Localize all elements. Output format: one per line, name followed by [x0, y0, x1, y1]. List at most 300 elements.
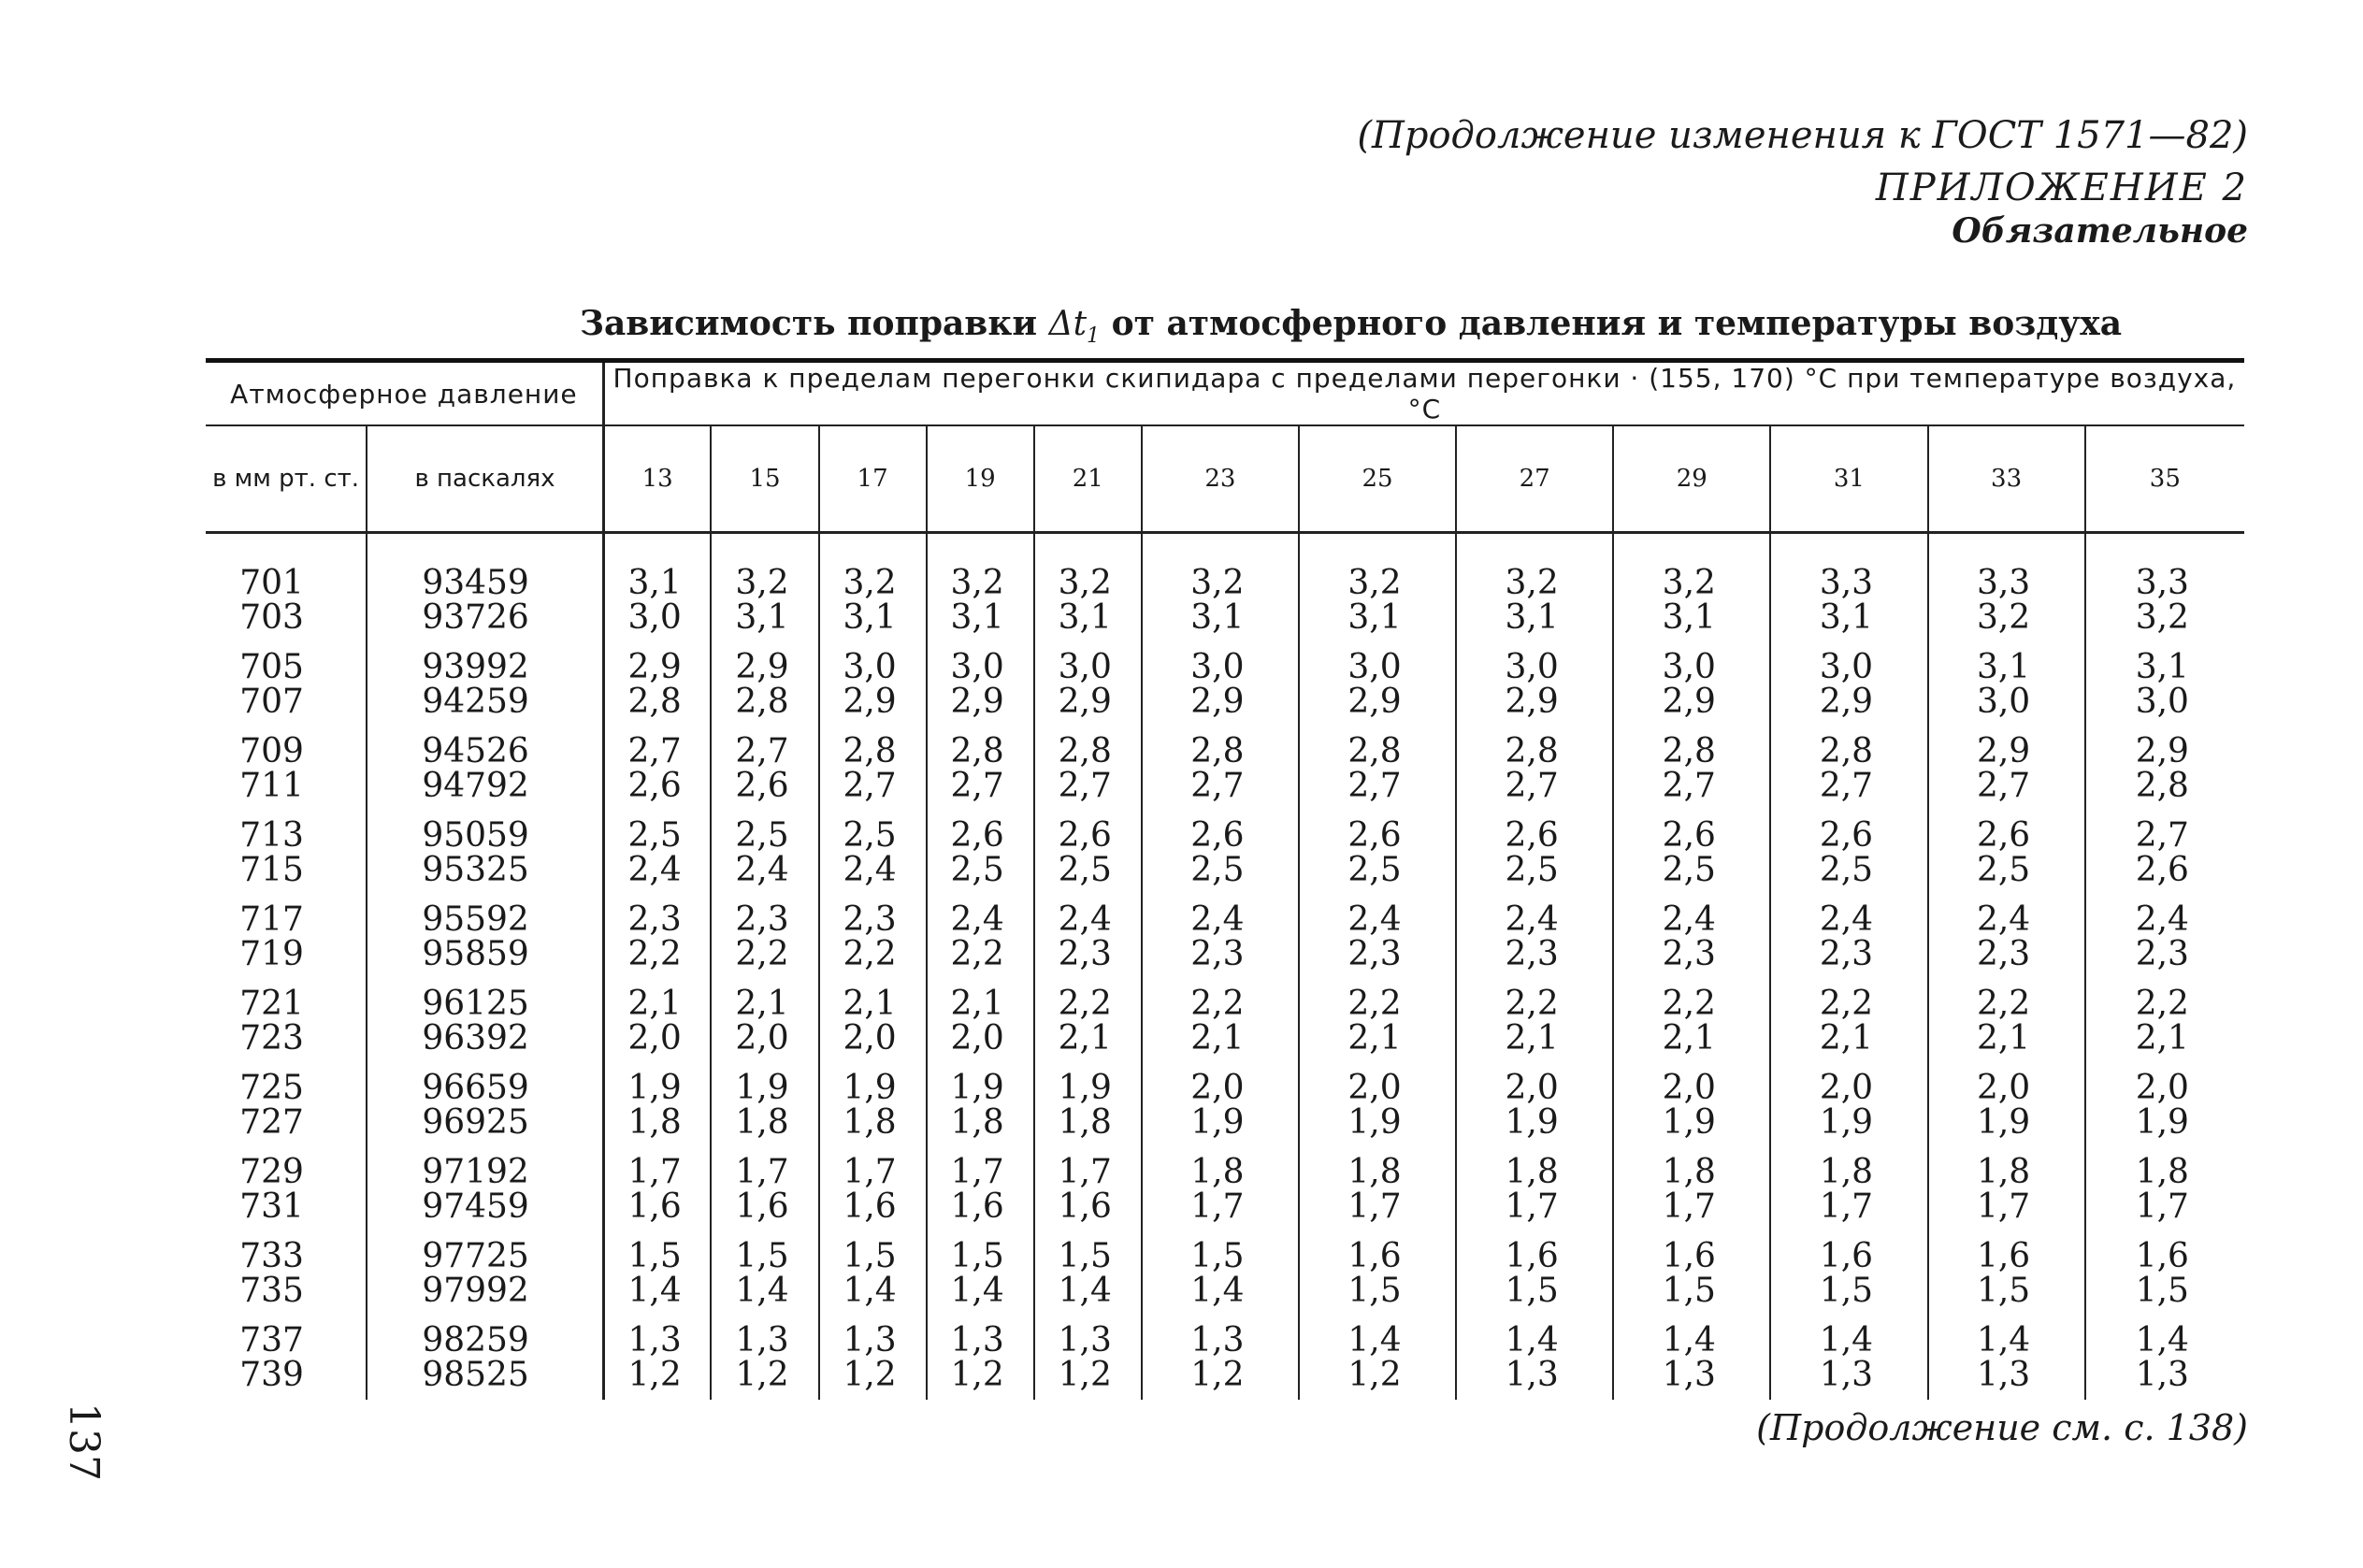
cell-mm-hg	[206, 1231, 367, 1316]
cell-correction-value: 3,0	[1662, 648, 1716, 686]
cell-correction-value: 2,2	[1058, 985, 1112, 1023]
cell-correction	[1928, 533, 2085, 643]
cell-correction	[819, 979, 927, 1063]
cell-correction-value: 2,1	[950, 985, 1004, 1023]
cell-correction-value: 1,6	[1058, 1187, 1112, 1226]
cell-correction-value: 2,5	[1505, 851, 1559, 889]
cell-correction	[927, 811, 1034, 895]
cell-correction-value: 3,0	[843, 648, 897, 686]
cell-correction-value: 1,5	[1058, 1237, 1112, 1275]
cell-mm-hg-value: 739	[239, 1356, 304, 1394]
cell-correction	[1456, 979, 1613, 1063]
cell-correction-value: 1,9	[1662, 1103, 1716, 1142]
cell-correction-value: 2,9	[1058, 683, 1112, 721]
cell-correction-value: 2,3	[2135, 935, 2189, 973]
cell-correction-value: 2,4	[1058, 900, 1112, 939]
table-row	[206, 895, 2244, 979]
cell-correction-value: 2,3	[1190, 935, 1245, 973]
cell-correction-value: 2,1	[1058, 1019, 1112, 1057]
cell-correction-value: 1,7	[1819, 1187, 1874, 1226]
cell-correction	[819, 1316, 927, 1400]
header-mm-hg: в мм рт. ст.	[206, 425, 367, 533]
cell-correction	[819, 1231, 927, 1316]
cell-correction	[1299, 642, 1456, 726]
cell-correction-value: 2,4	[1662, 900, 1716, 939]
cell-pascals-value: 98259	[422, 1321, 529, 1359]
cell-correction-value: 2,1	[1819, 1019, 1874, 1057]
cell-correction-value: 2,2	[1190, 985, 1245, 1023]
cell-correction	[1770, 1231, 1927, 1316]
cell-correction-value: 1,3	[950, 1321, 1004, 1359]
cell-correction-value: 2,9	[735, 648, 789, 686]
cell-mm-hg-value: 733	[239, 1237, 304, 1275]
cell-correction-value: 1,4	[1819, 1321, 1874, 1359]
cell-correction-value: 3,2	[1058, 564, 1112, 602]
cell-correction-value: 2,9	[627, 648, 682, 686]
cell-correction-value: 3,0	[1347, 648, 1402, 686]
cell-correction-value: 2,1	[2135, 1019, 2189, 1057]
cell-correction	[1928, 1231, 2085, 1316]
cell-mm-hg-value: 707	[239, 683, 304, 721]
cell-correction-value: 1,4	[1347, 1321, 1402, 1359]
cell-correction-value: 2,3	[627, 900, 682, 939]
cell-correction	[1613, 1316, 1770, 1400]
cell-correction-value: 2,0	[843, 1019, 897, 1057]
cell-correction-value: 2,4	[627, 851, 682, 889]
cell-correction	[711, 811, 818, 895]
cell-correction	[819, 642, 927, 726]
cell-correction-value: 1,5	[2135, 1272, 2189, 1310]
cell-correction	[1928, 726, 2085, 811]
cell-pascals-value: 94526	[422, 732, 529, 770]
table-row	[206, 979, 2244, 1063]
cell-correction	[1928, 1063, 2085, 1147]
header-correction-group: Поправка к пределам перегонки скипидара с пределами перегонки · (155, 170) °С при температуре воздуха, °С	[603, 361, 2244, 426]
cell-correction-value: 2,3	[735, 900, 789, 939]
cell-correction-value: 1,6	[627, 1187, 682, 1226]
header-pascals: в паскалях	[367, 425, 603, 533]
cell-correction	[1142, 726, 1299, 811]
table-row	[206, 1147, 2244, 1231]
cell-correction-value: 2,6	[1347, 816, 1402, 855]
cell-correction-value: 1,6	[1347, 1237, 1402, 1275]
cell-correction-value: 1,4	[735, 1272, 789, 1310]
cell-correction-value: 1,2	[843, 1356, 897, 1394]
cell-mm-hg	[206, 1063, 367, 1147]
cell-pascals-value: 98525	[422, 1356, 529, 1394]
cell-pascals-value: 97992	[422, 1272, 529, 1310]
cell-correction	[1142, 1316, 1299, 1400]
cell-correction	[1034, 1231, 1142, 1316]
cell-correction-value: 2,6	[735, 767, 789, 805]
cell-correction	[927, 1231, 1034, 1316]
correction-table	[206, 358, 2244, 1400]
cell-pascals	[367, 811, 603, 895]
cell-correction-value: 1,5	[1819, 1272, 1874, 1310]
cell-correction-value: 1,9	[2135, 1103, 2189, 1142]
cell-correction	[2085, 811, 2244, 895]
cell-correction-value: 2,3	[1976, 935, 2031, 973]
cell-correction-value: 2,0	[735, 1019, 789, 1057]
cell-correction-value: 2,6	[1058, 816, 1112, 855]
cell-correction-value: 1,3	[1662, 1356, 1716, 1394]
cell-pascals-value: 94259	[422, 683, 529, 721]
cell-correction-value: 2,1	[735, 985, 789, 1023]
cell-pascals-value: 95859	[422, 935, 529, 973]
cell-correction-value: 2,4	[843, 851, 897, 889]
cell-correction-value: 1,8	[735, 1103, 789, 1142]
cell-correction	[711, 533, 818, 643]
cell-correction-value: 1,8	[1347, 1153, 1402, 1191]
cell-correction-value: 2,2	[950, 935, 1004, 973]
cell-correction-value: 1,6	[1819, 1237, 1874, 1275]
cell-correction	[927, 1316, 1034, 1400]
cell-pascals-value: 97459	[422, 1187, 529, 1226]
cell-correction	[711, 895, 818, 979]
cell-correction-value: 2,8	[1347, 732, 1402, 770]
temperature-header: 19	[927, 425, 1034, 533]
cell-correction-value: 1,3	[735, 1321, 789, 1359]
cell-pascals	[367, 1147, 603, 1231]
cell-mm-hg-value: 729	[239, 1153, 304, 1191]
cell-correction-value: 3,2	[1505, 564, 1559, 602]
cell-correction-value: 2,5	[843, 816, 897, 855]
cell-correction	[1456, 642, 1613, 726]
cell-correction-value: 2,9	[2135, 732, 2189, 770]
cell-correction-value: 1,8	[1190, 1153, 1245, 1191]
cell-correction-value: 2,8	[950, 732, 1004, 770]
cell-pascals-value: 95592	[422, 900, 529, 939]
cell-correction-value: 2,2	[1505, 985, 1559, 1023]
cell-correction	[603, 811, 711, 895]
cell-correction	[711, 1147, 818, 1231]
cell-correction-value: 3,1	[1976, 648, 2031, 686]
cell-correction	[1034, 1147, 1142, 1231]
cell-correction-value: 2,2	[1976, 985, 2031, 1023]
continuation-header: (Продолжение изменения к ГОСТ 1571—82)	[1357, 114, 2248, 157]
table-row	[206, 533, 2244, 643]
cell-correction-value: 3,1	[843, 598, 897, 637]
cell-correction-value: 1,8	[627, 1103, 682, 1142]
cell-correction-value: 3,2	[1976, 598, 2031, 637]
cell-correction	[603, 1147, 711, 1231]
cell-pascals-value: 93992	[422, 648, 529, 686]
cell-correction-value: 2,1	[1190, 1019, 1245, 1057]
cell-correction-value: 2,0	[1819, 1069, 1874, 1107]
cell-correction-value: 3,0	[2135, 683, 2189, 721]
temperature-header: 17	[819, 425, 927, 533]
cell-correction-value: 3,1	[1505, 598, 1559, 637]
cell-correction	[1770, 533, 1927, 643]
cell-mm-hg-value: 737	[239, 1321, 304, 1359]
cell-correction-value: 2,3	[843, 900, 897, 939]
cell-mm-hg	[206, 533, 367, 643]
temperature-header: 31	[1770, 425, 1927, 533]
cell-correction-value: 2,7	[1058, 767, 1112, 805]
cell-correction	[1142, 642, 1299, 726]
temperature-header: 13	[603, 425, 711, 533]
cell-correction	[927, 726, 1034, 811]
cell-correction-value: 1,7	[1976, 1187, 2031, 1226]
cell-correction	[819, 726, 927, 811]
header-pressure-group: Атмосферное давление	[206, 361, 603, 426]
cell-correction-value: 1,9	[735, 1069, 789, 1107]
cell-correction-value: 1,2	[735, 1356, 789, 1394]
cell-correction-value: 2,8	[735, 683, 789, 721]
cell-correction	[1456, 1147, 1613, 1231]
cell-correction	[1928, 811, 2085, 895]
cell-correction-value: 1,7	[1058, 1153, 1112, 1191]
cell-correction-value: 1,2	[1058, 1356, 1112, 1394]
cell-correction-value: 2,7	[1662, 767, 1716, 805]
cell-correction-value: 3,2	[735, 564, 789, 602]
cell-correction-value: 2,7	[843, 767, 897, 805]
cell-correction-value: 2,5	[950, 851, 1004, 889]
cell-correction	[1299, 1147, 1456, 1231]
cell-correction-value: 2,9	[1976, 732, 2031, 770]
cell-correction	[1613, 533, 1770, 643]
cell-correction-value: 1,3	[627, 1321, 682, 1359]
cell-correction-value: 2,0	[1347, 1069, 1402, 1107]
cell-correction-value: 2,2	[843, 935, 897, 973]
cell-correction-value: 2,5	[1347, 851, 1402, 889]
cell-correction-value: 3,3	[1976, 564, 2031, 602]
cell-correction-value: 2,9	[1505, 683, 1559, 721]
cell-correction-value: 1,9	[1190, 1103, 1245, 1142]
appendix-subtitle: Обязательное	[1952, 211, 2248, 251]
cell-correction-value: 2,6	[2135, 851, 2189, 889]
cell-correction-value: 2,4	[2135, 900, 2189, 939]
cell-correction	[1034, 533, 1142, 643]
temperature-header: 23	[1142, 425, 1299, 533]
cell-correction-value: 2,9	[950, 683, 1004, 721]
cell-correction	[2085, 1063, 2244, 1147]
cell-correction-value: 2,2	[2135, 985, 2189, 1023]
table-caption	[580, 304, 2122, 348]
cell-mm-hg-value: 727	[239, 1103, 304, 1142]
cell-correction-value: 1,7	[1347, 1187, 1402, 1226]
cell-correction-value: 1,4	[627, 1272, 682, 1310]
cell-correction	[1034, 1063, 1142, 1147]
cell-correction-value: 2,9	[1190, 683, 1245, 721]
cell-correction-value: 2,2	[1819, 985, 1874, 1023]
cell-correction	[1770, 642, 1927, 726]
cell-correction-value: 1,3	[1190, 1321, 1245, 1359]
cell-correction-value: 2,6	[1976, 816, 2031, 855]
cell-pascals-value: 95325	[422, 851, 529, 889]
cell-correction-value: 1,4	[950, 1272, 1004, 1310]
cell-mm-hg	[206, 642, 367, 726]
cell-correction-value: 2,5	[1819, 851, 1874, 889]
cell-correction	[1770, 1316, 1927, 1400]
cell-correction-value: 2,7	[2135, 816, 2189, 855]
cell-correction-value: 2,9	[1347, 683, 1402, 721]
cell-correction-value: 1,8	[1819, 1153, 1874, 1191]
cell-correction-value: 1,9	[1347, 1103, 1402, 1142]
cell-correction-value: 1,5	[1976, 1272, 2031, 1310]
cell-pascals-value: 96392	[422, 1019, 529, 1057]
cell-correction-value: 1,6	[1662, 1237, 1716, 1275]
cell-correction-value: 2,2	[1662, 985, 1716, 1023]
cell-mm-hg-value: 723	[239, 1019, 304, 1057]
cell-correction-value: 2,8	[1819, 732, 1874, 770]
cell-correction-value: 2,3	[1505, 935, 1559, 973]
cell-correction-value: 1,4	[1190, 1272, 1245, 1310]
cell-correction-value: 2,6	[950, 816, 1004, 855]
cell-correction	[1770, 726, 1927, 811]
cell-correction-value: 2,3	[1819, 935, 1874, 973]
cell-correction	[1142, 1147, 1299, 1231]
cell-mm-hg	[206, 1316, 367, 1400]
cell-correction-value: 3,3	[2135, 564, 2189, 602]
cell-correction-value: 2,0	[2135, 1069, 2189, 1107]
table-row	[206, 642, 2244, 726]
caption-delta	[1048, 305, 1101, 349]
cell-correction	[1142, 533, 1299, 643]
cell-correction-value: 2,5	[1058, 851, 1112, 889]
cell-correction	[1456, 1063, 1613, 1147]
cell-correction	[711, 1231, 818, 1316]
cell-correction	[1613, 1063, 1770, 1147]
cell-pascals-value: 93459	[422, 564, 529, 602]
cell-correction	[819, 1063, 927, 1147]
cell-correction-value: 2,0	[1976, 1069, 2031, 1107]
cell-correction-value: 1,5	[1505, 1272, 1559, 1310]
cell-correction-value: 1,7	[2135, 1187, 2189, 1226]
cell-mm-hg-value: 711	[239, 767, 304, 805]
cell-correction-value: 1,9	[1058, 1069, 1112, 1107]
cell-correction-value: 2,6	[1190, 816, 1245, 855]
cell-correction-value: 3,0	[1819, 648, 1874, 686]
cell-mm-hg	[206, 895, 367, 979]
cell-correction	[927, 642, 1034, 726]
cell-correction	[927, 895, 1034, 979]
cell-correction-value: 3,2	[950, 564, 1004, 602]
cell-correction-value: 1,2	[950, 1356, 1004, 1394]
cell-correction	[1299, 1316, 1456, 1400]
cell-correction	[1299, 811, 1456, 895]
cell-correction-value: 2,0	[950, 1019, 1004, 1057]
cell-correction-value: 1,7	[1505, 1187, 1559, 1226]
cell-correction-value: 1,8	[1662, 1153, 1716, 1191]
cell-correction-value: 1,8	[950, 1103, 1004, 1142]
cell-correction	[1034, 895, 1142, 979]
cell-correction-value: 1,3	[1058, 1321, 1112, 1359]
cell-correction-value: 2,1	[627, 985, 682, 1023]
cell-correction	[1770, 979, 1927, 1063]
cell-correction-value: 1,6	[2135, 1237, 2189, 1275]
cell-correction-value: 1,5	[1190, 1237, 1245, 1275]
cell-correction-value: 2,3	[1347, 935, 1402, 973]
cell-mm-hg-value: 717	[239, 900, 304, 939]
cell-correction-value: 2,7	[1505, 767, 1559, 805]
cell-correction-value: 2,6	[627, 767, 682, 805]
cell-correction	[1299, 895, 1456, 979]
cell-correction	[1613, 979, 1770, 1063]
cell-correction-value: 1,8	[1976, 1153, 2031, 1191]
cell-correction	[1299, 1063, 1456, 1147]
cell-mm-hg-value: 713	[239, 816, 304, 855]
cell-pascals	[367, 1316, 603, 1400]
caption-delta-subscript: 1	[1087, 324, 1101, 349]
cell-mm-hg	[206, 979, 367, 1063]
cell-correction-value: 2,4	[1976, 900, 2031, 939]
cell-correction-value: 3,2	[843, 564, 897, 602]
cell-correction	[1456, 811, 1613, 895]
cell-correction-value: 2,7	[1190, 767, 1245, 805]
table-row	[206, 1231, 2244, 1316]
cell-correction-value: 1,6	[950, 1187, 1004, 1226]
cell-correction	[1770, 1063, 1927, 1147]
cell-correction	[1928, 642, 2085, 726]
cell-correction-value: 1,3	[1976, 1356, 2031, 1394]
cell-correction-value: 3,1	[1819, 598, 1874, 637]
cell-correction	[1456, 533, 1613, 643]
cell-correction-value: 1,8	[1058, 1103, 1112, 1142]
cell-correction-value: 1,4	[1058, 1272, 1112, 1310]
cell-mm-hg-value: 721	[239, 985, 304, 1023]
cell-correction-value: 2,4	[1347, 900, 1402, 939]
cell-correction-value: 2,1	[1347, 1019, 1402, 1057]
cell-correction-value: 2,7	[1347, 767, 1402, 805]
cell-correction	[1928, 1316, 2085, 1400]
temperature-header: 29	[1613, 425, 1770, 533]
cell-mm-hg-value: 731	[239, 1187, 304, 1226]
cell-correction	[603, 979, 711, 1063]
cell-correction-value: 1,7	[843, 1153, 897, 1191]
cell-correction-value: 1,9	[950, 1069, 1004, 1107]
cell-correction-value: 2,4	[1505, 900, 1559, 939]
cell-correction-value: 1,5	[950, 1237, 1004, 1275]
caption-prefix: Зависимость поправки	[580, 304, 1038, 343]
cell-correction	[1928, 895, 2085, 979]
cell-correction-value: 2,8	[1190, 732, 1245, 770]
cell-correction-value: 3,2	[1347, 564, 1402, 602]
cell-correction	[2085, 1231, 2244, 1316]
cell-pascals-value: 97725	[422, 1237, 529, 1275]
cell-correction	[1456, 726, 1613, 811]
cell-correction	[1299, 979, 1456, 1063]
cell-correction	[2085, 1147, 2244, 1231]
table-row	[206, 811, 2244, 895]
cell-mm-hg-value: 735	[239, 1272, 304, 1310]
cell-correction-value: 2,5	[627, 816, 682, 855]
cell-correction	[1299, 726, 1456, 811]
cell-correction	[603, 1316, 711, 1400]
cell-correction-value: 3,0	[627, 598, 682, 637]
cell-mm-hg	[206, 726, 367, 811]
cell-correction	[1928, 1147, 2085, 1231]
cell-correction-value: 1,7	[627, 1153, 682, 1191]
cell-correction-value: 1,3	[2135, 1356, 2189, 1394]
cell-correction-value: 2,4	[735, 851, 789, 889]
cell-correction	[603, 1063, 711, 1147]
cell-correction-value: 1,6	[843, 1187, 897, 1226]
cell-correction	[1613, 811, 1770, 895]
cell-correction	[711, 1316, 818, 1400]
cell-correction-value: 3,2	[1190, 564, 1245, 602]
cell-correction-value: 2,4	[950, 900, 1004, 939]
cell-correction-value: 1,5	[1347, 1272, 1402, 1310]
cell-mm-hg	[206, 1147, 367, 1231]
cell-correction-value: 1,5	[843, 1237, 897, 1275]
cell-correction-value: 2,5	[1190, 851, 1245, 889]
cell-mm-hg-value: 709	[239, 732, 304, 770]
cell-correction-value: 2,7	[1819, 767, 1874, 805]
cell-correction	[1142, 895, 1299, 979]
cell-correction-value: 2,8	[843, 732, 897, 770]
cell-correction	[711, 642, 818, 726]
